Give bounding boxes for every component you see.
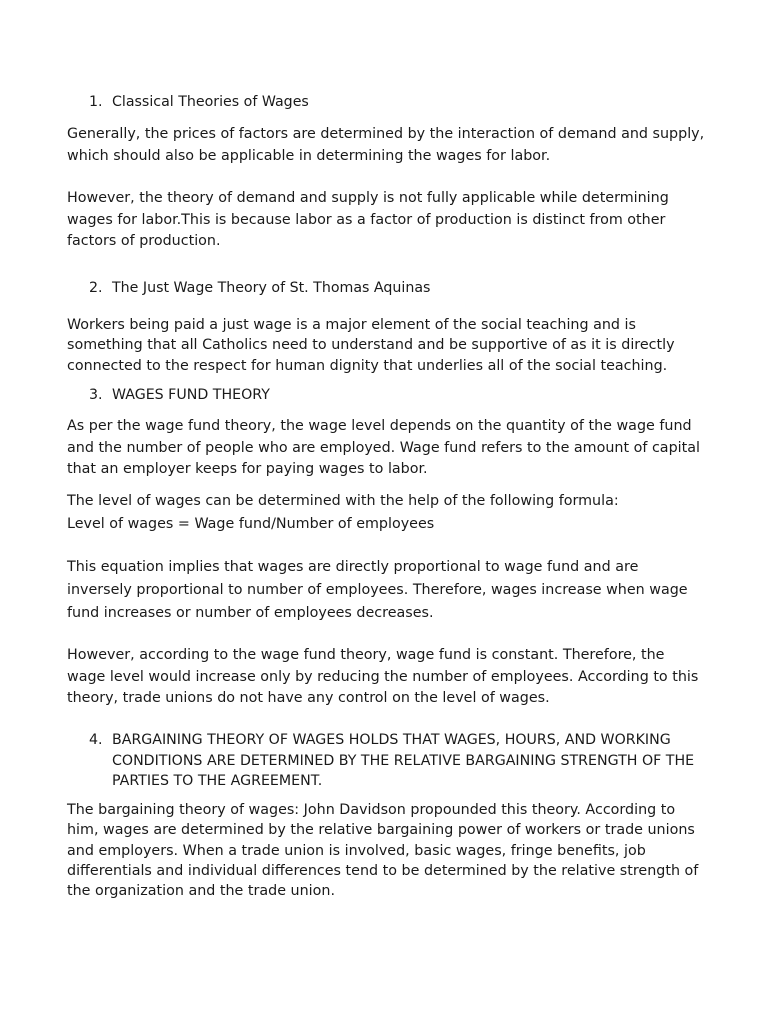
section-heading-1 (89, 92, 708, 113)
paragraph: The level of wages can be determined with the help of the following formula: (67, 493, 619, 509)
heading-text: Classical Theories of Wages (112, 94, 309, 110)
paragraph: This equation implies that wages are directly proportional to wage fund and are inversely proportional to number of employees. Therefore, wages increase when wage fund increases or number of employees decreases. (67, 559, 688, 622)
section-heading-4 (89, 730, 708, 792)
section-heading-2 (89, 278, 708, 299)
paragraph: Generally, the prices of factors are determined by the interaction of demand and supply, which should also be applicable in determining the wages for labor. (67, 126, 705, 164)
heading-text: The Just Wage Theory of St. Thomas Aquinas (112, 280, 431, 296)
paragraph: However, the theory of demand and supply is not fully applicable while determining wages for labor.This is because labor as a factor of production is distinct from other factors of production. (67, 190, 669, 250)
section-heading-3 (89, 385, 708, 406)
paragraph: However, according to the wage fund theory, wage fund is constant. Therefore, the wage level would increase only by reducing the number of employees. According to this theory, trade unions do not have any control on the level of wages. (67, 647, 699, 707)
heading-text: WAGES FUND THEORY (112, 387, 270, 403)
list-number: 1. (89, 94, 103, 110)
list-number: 4. (89, 732, 103, 748)
paragraph: Workers being paid a just wage is a major element of the social teaching and is something that all Catholics need to understand and be supportive of as it is directly connected to the respect for human dignity that underlies all of the social teaching. (67, 317, 675, 374)
paragraph: As per the wage fund theory, the wage level depends on the quantity of the wage fund and the number of people who are employed. Wage fund refers to the amount of capital that an employer keeps for paying wages to labor. (67, 418, 700, 478)
list-number: 3. (89, 387, 103, 403)
formula: Level of wages = Wage fund/Number of employees (67, 516, 435, 532)
list-number: 2. (89, 280, 103, 296)
heading-text: BARGAINING THEORY OF WAGES HOLDS THAT WAGES, HOURS, AND WORKING CONDITIONS ARE DETERMINED BY THE RELATIVE BARGAINING STRENGTH OF THE PARTIES TO THE AGREEMENT. (112, 732, 695, 790)
paragraph: The bargaining theory of wages: John Davidson propounded this theory. According to him, wages are determined by the relative bargaining power of workers or trade unions and employers. When a trade union is involved, basic wages, fringe benefits, job differentials and individual differences tend to be determined by the relative strength of the organization and the trade union. (67, 802, 699, 900)
